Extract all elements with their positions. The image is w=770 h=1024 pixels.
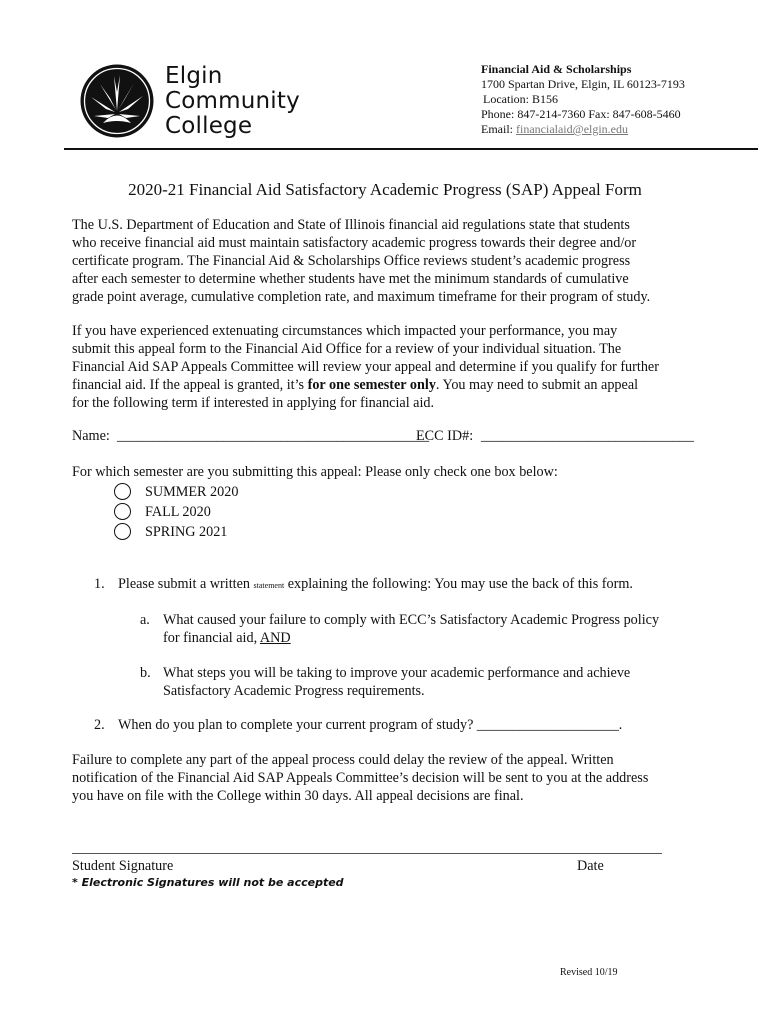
- list-number: 1.: [94, 576, 105, 592]
- signature-line[interactable]: [72, 853, 662, 854]
- paragraph-line: notification of the Financial Aid SAP Appeals Committee’s decision will be sent to you at the address: [72, 770, 649, 786]
- list-item-text: explaining the following: You may use the back of this form.: [284, 576, 633, 592]
- list-number: 2.: [94, 717, 105, 733]
- intro-paragraph: [72, 216, 702, 306]
- paragraph-line: [72, 376, 702, 394]
- logo-wordmark-line: Elgin: [165, 63, 223, 89]
- paragraph-line: Financial Aid SAP Appeals Committee will review your appeal and determine if you qualify for further: [72, 359, 659, 375]
- semester-option-label: FALL 2020: [145, 504, 211, 520]
- email-link[interactable]: financialaid@elgin.edu: [516, 122, 629, 136]
- office-address: 1700 Spartan Drive, Elgin, IL 60123-7193: [481, 77, 685, 91]
- semester-option-label: SPRING 2021: [145, 524, 228, 540]
- radio-circle-icon[interactable]: [114, 523, 131, 540]
- semester-prompt: For which semester are you submitting this appeal: Please only check one box below:: [72, 464, 558, 480]
- ecc-id-field[interactable]: ______________________________: [481, 428, 694, 444]
- paragraph-line: Failure to complete any part of the appeal process could delay the review of the appeal. Written: [72, 752, 614, 768]
- list-item-text: Satisfactory Academic Progress requirements.: [163, 683, 425, 699]
- paragraph-line: submit this appeal form to the Financial Aid Office for a review of your individual situation. The: [72, 341, 622, 357]
- college-logo-icon: [78, 62, 156, 140]
- list-item-small-text: statement: [253, 581, 285, 590]
- paragraph-line: who receive financial aid must maintain satisfactory academic progress towards their degree and/or: [72, 235, 637, 251]
- office-name: Financial Aid & Scholarships: [481, 62, 632, 76]
- list-item-text: What steps you will be taking to improve your academic performance and achieve: [163, 665, 631, 681]
- paragraph-line: after each semester to determine whether students have met the minimum standards of cumulative: [72, 271, 629, 287]
- paragraph-line: certificate program. The Financial Aid & Scholarships Office reviews student’s academic progress: [72, 253, 631, 269]
- paragraph-text: financial aid. If the appeal is granted, it’s: [72, 377, 308, 393]
- ecc-id-label: ECC ID#:: [416, 428, 474, 444]
- form-title: 2020-21 Financial Aid Satisfactory Academic Progress (SAP) Appeal Form: [128, 180, 642, 199]
- revision-note: Revised 10/19: [560, 967, 618, 978]
- list-item-text: Please submit a written: [118, 576, 254, 592]
- list-item-line: [163, 629, 659, 647]
- paragraph-line: The U.S. Department of Education and State of Illinois financial aid regulations state that students: [72, 217, 630, 233]
- paragraph-line: If you have experienced extenuating circumstances which impacted your performance, you may: [72, 323, 618, 339]
- emphasis-text: for one semester only: [307, 377, 436, 393]
- sublist-item-cause: [163, 611, 659, 647]
- name-field[interactable]: ____________________________________________: [117, 428, 430, 444]
- signature-label: Student Signature: [72, 858, 174, 874]
- signature-note: * Electronic Signatures will not be accepted: [72, 876, 344, 889]
- paragraph-line: grade point average, cumulative completion rate, and maximum timeframe for their program of study.: [72, 289, 651, 305]
- paragraph-text: . You may need to submit an appeal: [435, 377, 639, 393]
- office-email: [481, 122, 628, 137]
- list-item-completion-date[interactable]: When do you plan to complete your current program of study? ____________________.: [118, 717, 623, 733]
- name-label: Name:: [72, 428, 110, 444]
- paragraph-line: for the following term if interested in applying for financial aid.: [72, 395, 435, 411]
- header-divider: [64, 148, 758, 150]
- radio-circle-icon[interactable]: [114, 503, 131, 520]
- date-label: Date: [577, 858, 604, 874]
- list-item-text: What caused your failure to comply with ECC’s Satisfactory Academic Progress policy: [163, 612, 660, 628]
- office-phone-fax: Phone: 847-214-7360 Fax: 847-608-5460: [481, 107, 681, 121]
- list-item-text: for financial aid,: [163, 630, 260, 646]
- semester-option-label: SUMMER 2020: [145, 484, 239, 500]
- sublist-letter: b.: [140, 665, 151, 681]
- list-item-statement: [118, 575, 633, 595]
- logo-wordmark-line: Community: [165, 88, 300, 114]
- failure-paragraph: [72, 751, 702, 805]
- appeal-paragraph: [72, 322, 702, 412]
- office-location: Location: B156: [483, 92, 558, 106]
- logo-wordmark-line: College: [165, 113, 253, 139]
- email-label: Email:: [481, 122, 516, 136]
- paragraph-line: you have on file with the College within 30 days. All appeal decisions are final.: [72, 788, 524, 804]
- sublist-letter: a.: [140, 612, 150, 628]
- radio-circle-icon[interactable]: [114, 483, 131, 500]
- emphasis-text: AND: [259, 630, 291, 646]
- sublist-item-steps: [163, 664, 630, 700]
